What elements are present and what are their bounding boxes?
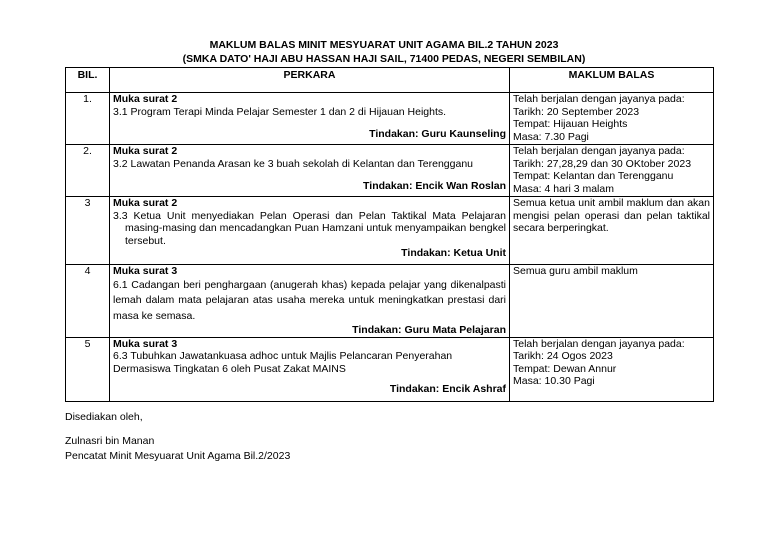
action-owner: Tindakan: Encik Ashraf xyxy=(389,383,506,396)
prepared-by-label: Disediakan oleh, xyxy=(65,411,143,423)
table-row xyxy=(66,265,714,338)
row-number: 4 xyxy=(66,265,110,338)
item-text: 3.3 Ketua Unit menyediakan Pelan Operasi dan Pelan Taktikal Mata Pelajaran masing-masing dan mencadangkan Puan Hamzani untuk menyampaikan bengkel tersebut. xyxy=(113,209,506,247)
minutes-table xyxy=(65,67,714,402)
feedback-line: Tempat: Hijauan Heights xyxy=(513,118,628,131)
preparer-position: Pencatat Minit Mesyuarat Unit Agama Bil.2/2023 xyxy=(65,450,291,462)
action-owner: Tindakan: Encik Wan Roslan xyxy=(363,180,506,193)
feedback-line: Tarikh: 20 September 2023 xyxy=(513,105,640,118)
header-maklum-balas: MAKLUM BALAS xyxy=(510,68,714,93)
row-number: 2. xyxy=(66,145,110,197)
table-header-row xyxy=(66,68,714,93)
item-text: 3.1 Program Terapi Minda Pelajar Semester 1 dan 2 di Hijauan Heights. xyxy=(113,105,447,118)
row-number: 3 xyxy=(66,197,110,265)
perkara-cell xyxy=(110,337,510,401)
perkara-cell xyxy=(110,145,510,197)
document-title: MAKLUM BALAS MINIT MESYUARAT UNIT AGAMA BIL.2 TAHUN 2023 xyxy=(209,39,559,51)
page-reference: Muka surat 3 xyxy=(113,265,178,277)
feedback-line: Tarikh: 27,28,29 dan 30 OKtober 2023 xyxy=(513,157,692,170)
header-bil: BIL. xyxy=(66,68,110,93)
document-subtitle: (SMKA DATO' HAJI ABU HASSAN HAJI SAIL, 71400 PEDAS, NEGERI SEMBILAN) xyxy=(182,53,586,65)
feedback-line: Tempat: Dewan Annur xyxy=(513,362,617,375)
perkara-cell xyxy=(110,93,510,145)
table-row xyxy=(66,145,714,197)
feedback-line: Tempat: Kelantan dan Terengganu xyxy=(513,170,674,183)
feedback-line: Telah berjalan dengan jayanya pada: xyxy=(513,337,685,350)
item-text: 3.2 Lawatan Penanda Arasan ke 3 buah sekolah di Kelantan dan Terengganu xyxy=(113,157,474,170)
perkara-cell xyxy=(110,265,510,338)
feedback-line: Telah berjalan dengan jayanya pada: xyxy=(513,145,685,157)
action-owner: Tindakan: Guru Mata Pelajaran xyxy=(352,324,506,337)
feedback-cell xyxy=(510,337,714,401)
table-row xyxy=(66,337,714,401)
feedback-cell: Semua guru ambil maklum xyxy=(510,265,714,338)
page-reference: Muka surat 2 xyxy=(113,197,178,209)
page-reference: Muka surat 2 xyxy=(113,93,178,105)
page-reference: Muka surat 3 xyxy=(113,337,178,350)
item-text: 6.1 Cadangan beri penghargaan (anugerah khas) kepada pelajar yang dikenalpasti lemah dalam mata pelajaran atas usaha mereka untuk meningkatkan prestasi dari masa ke semasa. xyxy=(113,278,506,322)
feedback-line: Masa: 10.30 Pagi xyxy=(513,375,595,388)
action-owner: Tindakan: Guru Kaunseling xyxy=(369,128,506,141)
feedback-line: Masa: 7.30 Pagi xyxy=(513,130,589,143)
row-number: 1. xyxy=(66,93,110,145)
action-owner: Tindakan: Ketua Unit xyxy=(401,247,506,260)
feedback-cell xyxy=(510,93,714,145)
feedback-cell xyxy=(510,145,714,197)
preparer-name: Zulnasri bin Manan xyxy=(65,435,155,447)
item-text: 6.3 Tubuhkan Jawatankuasa adhoc untuk Majlis Pelancaran Penyerahan Dermasiswa Tingkatan 6 oleh Pusat Zakat MAINS xyxy=(113,350,453,375)
header-perkara: PERKARA xyxy=(110,68,510,93)
feedback-cell: Semua ketua unit ambil maklum dan akan mengisi pelan operasi dan pelan taktikal secara berperingkat. xyxy=(510,197,714,265)
feedback-line: Masa: 4 hari 3 malam xyxy=(513,182,614,195)
feedback-line: Telah berjalan dengan jayanya pada: xyxy=(513,93,685,105)
table-row xyxy=(66,93,714,145)
table-row xyxy=(66,197,714,265)
feedback-line: Tarikh: 24 Ogos 2023 xyxy=(513,350,613,363)
perkara-cell xyxy=(110,197,510,265)
page-reference: Muka surat 2 xyxy=(113,145,178,157)
row-number: 5 xyxy=(66,337,110,401)
